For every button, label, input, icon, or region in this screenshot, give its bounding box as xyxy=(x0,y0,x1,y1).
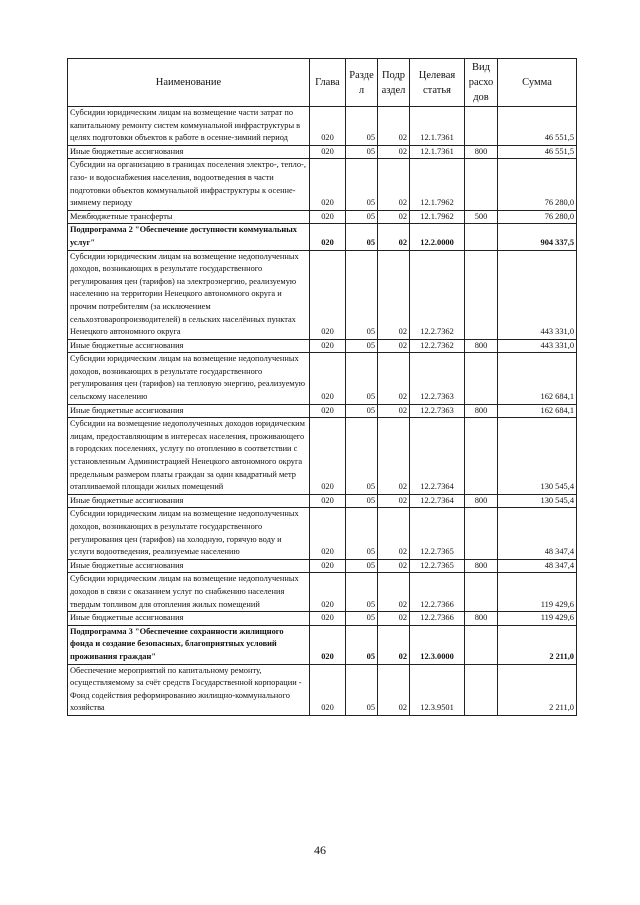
page-number: 46 xyxy=(314,843,326,857)
cell-celevaya: 12.2.7362 xyxy=(410,339,465,353)
cell-podrazdel: 02 xyxy=(378,612,410,626)
cell-glava: 020 xyxy=(310,559,346,573)
cell-name: Субсидии юридическим лицам на возмещение недополученных доходов, возникающих в результате государственного регулирования цен (тарифов) на тепловую энергию, реализуемую сельскому населению xyxy=(68,353,310,404)
cell-razdel: 05 xyxy=(346,573,378,612)
cell-celevaya: 12.2.7363 xyxy=(410,404,465,418)
table-row xyxy=(68,494,577,508)
cell-vid xyxy=(465,107,498,146)
cell-vid: 500 xyxy=(465,210,498,224)
header-name: Наименование xyxy=(68,59,310,107)
cell-razdel: 05 xyxy=(346,210,378,224)
header-summa: Сумма xyxy=(498,59,577,107)
cell-podrazdel: 02 xyxy=(378,494,410,508)
cell-name: Субсидии юридическим лицам на возмещение части затрат по капитальному ремонту систем коммунальной инфраструктуры в целях подготовки объектов к работе в осенне-зимний период xyxy=(68,107,310,146)
cell-glava: 020 xyxy=(310,418,346,495)
cell-razdel: 05 xyxy=(346,224,378,250)
cell-name: Межбюджетные трансферты xyxy=(68,210,310,224)
cell-celevaya: 12.2.7365 xyxy=(410,508,465,559)
cell-summa: 443 331,0 xyxy=(498,339,577,353)
table-row xyxy=(68,612,577,626)
cell-glava: 020 xyxy=(310,494,346,508)
cell-vid xyxy=(465,418,498,495)
cell-vid xyxy=(465,573,498,612)
header-vid: Вид расхо дов xyxy=(465,59,498,107)
cell-podrazdel: 02 xyxy=(378,210,410,224)
cell-razdel: 05 xyxy=(346,250,378,339)
cell-vid xyxy=(465,353,498,404)
cell-summa: 119 429,6 xyxy=(498,573,577,612)
cell-vid xyxy=(465,664,498,715)
table-row xyxy=(68,508,577,559)
cell-summa: 48 347,4 xyxy=(498,508,577,559)
cell-name: Иные бюджетные ассигнования xyxy=(68,494,310,508)
cell-summa: 2 211,0 xyxy=(498,625,577,664)
table-row xyxy=(68,664,577,715)
table-row xyxy=(68,404,577,418)
cell-vid: 800 xyxy=(465,559,498,573)
cell-glava: 020 xyxy=(310,404,346,418)
cell-glava: 020 xyxy=(310,210,346,224)
cell-podrazdel: 02 xyxy=(378,145,410,159)
table-header-row xyxy=(68,59,577,107)
cell-razdel: 05 xyxy=(346,404,378,418)
cell-glava: 020 xyxy=(310,625,346,664)
cell-podrazdel: 02 xyxy=(378,625,410,664)
cell-glava: 020 xyxy=(310,664,346,715)
cell-vid: 800 xyxy=(465,612,498,626)
cell-name: Иные бюджетные ассигнования xyxy=(68,612,310,626)
table-row xyxy=(68,210,577,224)
cell-podrazdel: 02 xyxy=(378,664,410,715)
table-row xyxy=(68,159,577,210)
cell-summa: 119 429,6 xyxy=(498,612,577,626)
table-row xyxy=(68,353,577,404)
cell-celevaya: 12.1.7962 xyxy=(410,210,465,224)
cell-summa: 46 551,5 xyxy=(498,107,577,146)
cell-name: Иные бюджетные ассигнования xyxy=(68,339,310,353)
header-razdel: Разде л xyxy=(346,59,378,107)
cell-summa: 443 331,0 xyxy=(498,250,577,339)
cell-celevaya: 12.2.7366 xyxy=(410,573,465,612)
cell-glava: 020 xyxy=(310,339,346,353)
table-row xyxy=(68,145,577,159)
cell-celevaya: 12.1.7361 xyxy=(410,107,465,146)
cell-summa: 48 347,4 xyxy=(498,559,577,573)
cell-celevaya: 12.2.7363 xyxy=(410,353,465,404)
cell-name: Субсидии юридическим лицам на возмещение недополученных доходов, возникающих в результате государственного регулирования цен (тарифов) на электроэнергию, реализуемую населению на территории Ненецкого автономного округа и прочим потребителям (за исключением сельхозтоваропроизводителей) в сельских населённых пунктах Ненецкого автономного округа xyxy=(68,250,310,339)
cell-podrazdel: 02 xyxy=(378,404,410,418)
cell-name: Субсидии юридическим лицам на возмещение недополученных доходов в связи с оказанием услуг по снабжению населения твердым топливом для отопления жилых помещений xyxy=(68,573,310,612)
cell-razdel: 05 xyxy=(346,339,378,353)
table-body xyxy=(68,107,577,716)
cell-celevaya: 12.2.0000 xyxy=(410,224,465,250)
cell-summa: 130 545,4 xyxy=(498,494,577,508)
cell-podrazdel: 02 xyxy=(378,573,410,612)
cell-razdel: 05 xyxy=(346,559,378,573)
cell-name: Обеспечение мероприятий по капитальному ремонту, осуществляемому за счёт средств Государственной корпорации - Фонд содействия реформированию жилищно-коммунального хозяйства xyxy=(68,664,310,715)
cell-razdel: 05 xyxy=(346,508,378,559)
cell-razdel: 05 xyxy=(346,145,378,159)
cell-podrazdel: 02 xyxy=(378,159,410,210)
cell-podrazdel: 02 xyxy=(378,339,410,353)
cell-celevaya: 12.2.7362 xyxy=(410,250,465,339)
cell-vid xyxy=(465,224,498,250)
cell-razdel: 05 xyxy=(346,418,378,495)
cell-summa: 130 545,4 xyxy=(498,418,577,495)
cell-name: Иные бюджетные ассигнования xyxy=(68,145,310,159)
cell-glava: 020 xyxy=(310,250,346,339)
cell-razdel: 05 xyxy=(346,612,378,626)
table-row xyxy=(68,339,577,353)
cell-podrazdel: 02 xyxy=(378,418,410,495)
cell-name: Субсидии на возмещение недополученных доходов юридическим лицам, предоставляющим в интересах населения, проживающего в городских поселениях, услугу по отоплению в соответствии с установленным Администрацией Ненецкого автономного округа предельным размером платы граждан за один квадратный метр отапливаемой площади жилых помещений xyxy=(68,418,310,495)
cell-glava: 020 xyxy=(310,145,346,159)
cell-name: Иные бюджетные ассигнования xyxy=(68,404,310,418)
cell-glava: 020 xyxy=(310,612,346,626)
cell-glava: 020 xyxy=(310,573,346,612)
cell-celevaya: 12.3.0000 xyxy=(410,625,465,664)
cell-celevaya: 12.2.7364 xyxy=(410,494,465,508)
table-row xyxy=(68,250,577,339)
budget-table xyxy=(67,58,577,716)
cell-name: Субсидии юридическим лицам на возмещение недополученных доходов, возникающих в результате государственного регулирования цен (тарифов) на холодную, горячую воду и услуги водоотведения, реализуемые населению xyxy=(68,508,310,559)
cell-summa: 162 684,1 xyxy=(498,353,577,404)
header-podrazdel: Подр аздел xyxy=(378,59,410,107)
table-row xyxy=(68,559,577,573)
cell-vid xyxy=(465,159,498,210)
cell-celevaya: 12.2.7364 xyxy=(410,418,465,495)
header-glava: Глава xyxy=(310,59,346,107)
table-row xyxy=(68,418,577,495)
cell-vid: 800 xyxy=(465,339,498,353)
budget-table-container xyxy=(67,58,576,716)
cell-celevaya: 12.3.9501 xyxy=(410,664,465,715)
table-row xyxy=(68,107,577,146)
cell-razdel: 05 xyxy=(346,664,378,715)
cell-vid: 800 xyxy=(465,404,498,418)
cell-celevaya: 12.1.7962 xyxy=(410,159,465,210)
cell-vid: 800 xyxy=(465,494,498,508)
cell-celevaya: 12.1.7361 xyxy=(410,145,465,159)
cell-razdel: 05 xyxy=(346,107,378,146)
cell-summa: 162 684,1 xyxy=(498,404,577,418)
cell-razdel: 05 xyxy=(346,494,378,508)
cell-glava: 020 xyxy=(310,159,346,210)
header-celevaya: Целевая статья xyxy=(410,59,465,107)
cell-podrazdel: 02 xyxy=(378,559,410,573)
cell-podrazdel: 02 xyxy=(378,508,410,559)
cell-celevaya: 12.2.7365 xyxy=(410,559,465,573)
cell-summa: 76 280,0 xyxy=(498,159,577,210)
cell-vid xyxy=(465,508,498,559)
table-row xyxy=(68,625,577,664)
cell-celevaya: 12.2.7366 xyxy=(410,612,465,626)
cell-name: Подпрограмма 3 "Обеспечение сохранности жилищного фонда и создание безопасных, благоприятных условий проживания граждан" xyxy=(68,625,310,664)
cell-glava: 020 xyxy=(310,107,346,146)
table-row xyxy=(68,224,577,250)
cell-glava: 020 xyxy=(310,353,346,404)
cell-razdel: 05 xyxy=(346,159,378,210)
cell-podrazdel: 02 xyxy=(378,224,410,250)
cell-glava: 020 xyxy=(310,508,346,559)
cell-podrazdel: 02 xyxy=(378,107,410,146)
table-row xyxy=(68,573,577,612)
cell-name: Подпрограмма 2 "Обеспечение доступности коммунальных услуг" xyxy=(68,224,310,250)
cell-vid: 800 xyxy=(465,145,498,159)
cell-summa: 2 211,0 xyxy=(498,664,577,715)
cell-podrazdel: 02 xyxy=(378,250,410,339)
cell-vid xyxy=(465,250,498,339)
cell-summa: 46 551,5 xyxy=(498,145,577,159)
cell-podrazdel: 02 xyxy=(378,353,410,404)
cell-glava: 020 xyxy=(310,224,346,250)
cell-summa: 904 337,5 xyxy=(498,224,577,250)
cell-name: Иные бюджетные ассигнования xyxy=(68,559,310,573)
cell-razdel: 05 xyxy=(346,625,378,664)
cell-summa: 76 280,0 xyxy=(498,210,577,224)
cell-name: Субсидии на организацию в границах поселения электро-, тепло-, газо- и водоснабжения населения, водоотведения в части подготовки объектов коммунальной инфраструктуры к осенне-зимнему периоду xyxy=(68,159,310,210)
cell-vid xyxy=(465,625,498,664)
cell-razdel: 05 xyxy=(346,353,378,404)
